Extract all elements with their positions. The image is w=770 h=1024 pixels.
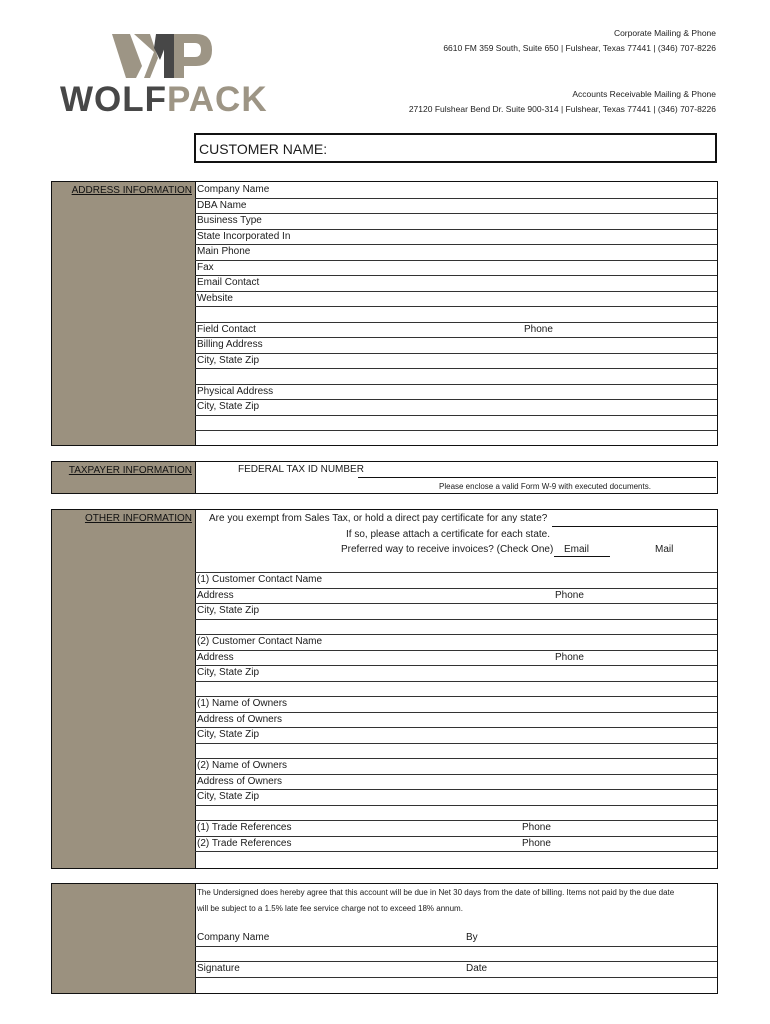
option-mail[interactable]: Mail (655, 544, 674, 555)
field-contact-label: Field Contact (197, 323, 256, 335)
signature-sidebar (52, 884, 196, 993)
sign-company-label: Company Name (197, 932, 270, 943)
terms-line-1: The Undersigned does hereby agree that this account will be due in Net 30 days from the date of billing. Items not paid by the due date (197, 888, 675, 897)
contact2-address-label: Address (197, 651, 234, 663)
row-fax[interactable]: Fax (195, 260, 717, 277)
logo-pack: PACK (167, 80, 268, 119)
sign-date-label: Date (466, 963, 488, 974)
row-trade-ref-2[interactable] (195, 836, 717, 853)
taxpayer-section-title: TAXPAYER INFORMATION (68, 465, 192, 476)
customer-name-label: CUSTOMER NAME: (199, 141, 328, 157)
row-trade-ref-1[interactable] (195, 820, 717, 837)
address-section (51, 181, 718, 446)
trade-ref-1-phone-label: Phone (522, 822, 551, 833)
other-row-blank-4[interactable] (195, 805, 717, 822)
row-owner1-address[interactable]: Address of Owners (195, 712, 717, 729)
federal-tax-id-field[interactable] (358, 464, 716, 478)
ar-title: Accounts Receivable Mailing & Phone (572, 89, 716, 99)
corporate-title: Corporate Mailing & Phone (613, 28, 716, 38)
wolfpack-logo-text (60, 80, 268, 120)
other-section-title: OTHER INFORMATION (84, 513, 192, 524)
row-blank-1[interactable] (195, 306, 717, 323)
row-website[interactable]: Website (195, 291, 717, 308)
customer-name-field[interactable] (194, 133, 717, 163)
ar-address: 27120 Fulshear Bend Dr. Suite 900-314 | Fulshear, Texas 77441 | (346) 707-8226 (408, 104, 716, 114)
contact1-address-label: Address (197, 589, 234, 601)
row-blank-3[interactable] (195, 415, 717, 432)
address-section-title: ADDRESS INFORMATION (71, 185, 192, 196)
row-contact1-name[interactable]: (1) Customer Contact Name (195, 572, 717, 589)
row-contact1-city[interactable]: City, State Zip (195, 603, 717, 620)
row-blank-2[interactable] (195, 368, 717, 385)
row-owner2-name[interactable]: (2) Name of Owners (195, 758, 717, 775)
contact2-phone-label: Phone (555, 651, 584, 663)
row-sign-blank-2[interactable] (195, 977, 717, 993)
address-sidebar (52, 182, 196, 445)
certificate-note: If so, please attach a certificate for each state. (346, 529, 550, 540)
row-physical-city[interactable]: City, State Zip (195, 399, 717, 416)
trade-ref-2-phone-label: Phone (522, 837, 551, 849)
trade-ref-1-label: (1) Trade References (197, 822, 292, 833)
signature-section (51, 883, 718, 994)
row-owner2-address[interactable]: Address of Owners (195, 774, 717, 791)
other-row-blank-0[interactable] (195, 557, 717, 574)
logo-wolf: WOLF (60, 80, 168, 119)
other-row-blank-3[interactable] (195, 743, 717, 760)
sign-by-label: By (466, 932, 478, 943)
trade-ref-2-label: (2) Trade References (197, 837, 292, 849)
row-contact2-name[interactable]: (2) Customer Contact Name (195, 634, 717, 651)
corporate-address: 6610 FM 359 South, Suite 650 | Fulshear, Texas 77441 | (346) 707-8226 (443, 43, 716, 53)
other-row-blank-5[interactable] (195, 851, 717, 867)
row-email-contact[interactable]: Email Contact (195, 275, 717, 292)
row-owner1-name[interactable]: (1) Name of Owners (195, 696, 717, 713)
row-contact2-city[interactable]: City, State Zip (195, 665, 717, 682)
sales-tax-answer-field[interactable] (552, 513, 717, 527)
row-company-sign[interactable] (195, 930, 717, 947)
row-contact2-address[interactable] (195, 650, 717, 667)
row-signature[interactable] (195, 961, 717, 978)
contact1-phone-label: Phone (555, 589, 584, 601)
row-company-name[interactable]: Company Name (195, 182, 717, 199)
taxpayer-section (51, 461, 718, 494)
row-field-contact[interactable] (195, 322, 717, 339)
row-owner1-city[interactable]: City, State Zip (195, 727, 717, 744)
other-row-blank-1[interactable] (195, 619, 717, 636)
wolfpack-logo-mark (112, 30, 216, 82)
federal-tax-id-label: FEDERAL TAX ID NUMBER (238, 464, 364, 475)
row-physical-address[interactable]: Physical Address (195, 384, 717, 401)
row-dba-name[interactable]: DBA Name (195, 198, 717, 215)
field-contact-phone-label: Phone (524, 323, 553, 335)
w9-note: Please enclose a valid Form W-9 with executed documents. (439, 482, 651, 491)
row-billing-city[interactable]: City, State Zip (195, 353, 717, 370)
invoice-preference-question: Preferred way to receive invoices? (Check One) (341, 544, 554, 555)
terms-line-2: will be subject to a 1.5% late fee service charge not to exceed 18% annum. (197, 904, 463, 913)
taxpayer-sidebar (52, 462, 196, 493)
option-email[interactable]: Email (554, 544, 610, 557)
row-blank-4[interactable] (195, 430, 717, 446)
row-billing-address[interactable]: Billing Address (195, 337, 717, 354)
row-contact1-address[interactable] (195, 588, 717, 605)
other-section (51, 509, 718, 869)
sales-tax-question: Are you exempt from Sales Tax, or hold a direct pay certificate for any state? (209, 513, 548, 524)
row-state-incorporated[interactable]: State Incorporated In (195, 229, 717, 246)
other-row-blank-2[interactable] (195, 681, 717, 698)
row-main-phone[interactable]: Main Phone (195, 244, 717, 261)
sign-signature-label: Signature (197, 963, 240, 974)
other-sidebar (52, 510, 196, 868)
row-sign-blank-1[interactable] (195, 946, 717, 962)
row-business-type[interactable]: Business Type (195, 213, 717, 230)
row-owner2-city[interactable]: City, State Zip (195, 789, 717, 806)
